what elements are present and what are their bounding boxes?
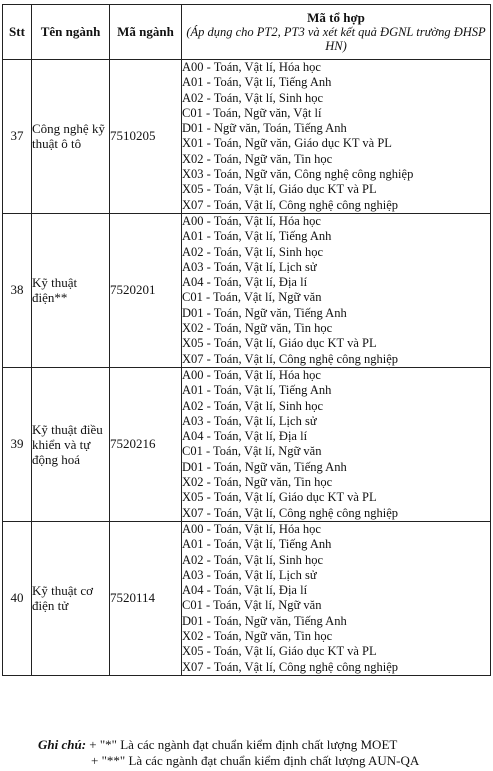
combination-item: X02 - Toán, Ngữ văn, Tin học — [182, 475, 333, 490]
combination-item: X03 - Toán, Ngữ văn, Công nghệ công nghiệp — [182, 167, 414, 182]
table-body — [3, 60, 491, 676]
row-major-code: 7520201 — [110, 213, 182, 367]
header-major-name: Tên ngành — [32, 5, 110, 60]
combination-item: X07 - Toán, Vật lí, Công nghệ công nghiệp — [182, 351, 398, 366]
table-row — [3, 60, 491, 214]
combination-item: A00 - Toán, Vật lí, Hóa học — [182, 521, 321, 536]
combination-item: A02 - Toán, Vật lí, Sinh học — [182, 90, 324, 105]
note-line-1 — [38, 737, 397, 753]
table-row — [3, 367, 491, 521]
combination-item: D01 - Toán, Ngữ văn, Tiếng Anh — [182, 613, 347, 628]
row-combination-list — [182, 521, 491, 675]
combination-item: D01 - Toán, Ngữ văn, Tiếng Anh — [182, 305, 347, 320]
combination-item: X05 - Toán, Vật lí, Giáo dục KT và PL — [182, 644, 377, 659]
table-header-row — [3, 5, 491, 60]
combination-item: A01 - Toán, Vật lí, Tiếng Anh — [182, 383, 332, 398]
table-row — [3, 521, 491, 675]
combination-item: A00 - Toán, Vật lí, Hóa học — [182, 60, 321, 74]
combination-item: A04 - Toán, Vật lí, Địa lí — [182, 275, 308, 290]
combination-item: A04 - Toán, Vật lí, Địa lí — [182, 429, 308, 444]
combination-item: D01 - Toán, Ngữ văn, Tiếng Anh — [182, 459, 347, 474]
combination-item: C01 - Toán, Vật lí, Ngữ văn — [182, 290, 322, 305]
row-major-name: Kỹ thuật điện** — [32, 213, 110, 367]
row-stt: 39 — [3, 367, 32, 521]
combination-item: X07 - Toán, Vật lí, Công nghệ công nghiệp — [182, 659, 398, 674]
combination-item: C01 - Toán, Vật lí, Ngữ văn — [182, 598, 322, 613]
combination-item: A03 - Toán, Vật lí, Lịch sử — [182, 259, 317, 274]
combination-item: D01 - Ngữ văn, Toán, Tiếng Anh — [182, 121, 347, 136]
combination-item: A02 - Toán, Vật lí, Sinh học — [182, 552, 324, 567]
combination-item: X02 - Toán, Ngữ văn, Tin học — [182, 321, 333, 336]
row-combination-list — [182, 367, 491, 521]
row-major-code: 7520114 — [110, 521, 182, 675]
admission-combination-table — [2, 4, 491, 676]
combination-item: X02 - Toán, Ngữ văn, Tin học — [182, 628, 333, 643]
combination-item: C01 - Toán, Ngữ văn, Vật lí — [182, 105, 322, 120]
row-major-name: Kỹ thuật cơ điện tử — [32, 521, 110, 675]
row-combination-list — [182, 60, 491, 214]
note-aunqa-text: + "**" Là các ngành đạt chuẩn kiểm định chất lượng AUN-QA — [91, 753, 420, 768]
row-major-name: Công nghệ kỹ thuật ô tô — [32, 60, 110, 214]
header-stt: Stt — [3, 5, 32, 60]
combination-item: A01 - Toán, Vật lí, Tiếng Anh — [182, 229, 332, 244]
combination-item: X05 - Toán, Vật lí, Giáo dục KT và PL — [182, 336, 377, 351]
row-major-name: Kỹ thuật điều khiển và tự động hoá — [32, 367, 110, 521]
combination-item: A01 - Toán, Vật lí, Tiếng Anh — [182, 537, 332, 552]
combination-item: X07 - Toán, Vật lí, Công nghệ công nghiệp — [182, 505, 398, 520]
combination-item: A00 - Toán, Vật lí, Hóa học — [182, 213, 321, 228]
combination-item: X05 - Toán, Vật lí, Giáo dục KT và PL — [182, 182, 377, 197]
combination-item: X01 - Toán, Ngữ văn, Giáo dục KT và PL — [182, 136, 392, 151]
row-stt: 38 — [3, 213, 32, 367]
note-line-2 — [91, 753, 419, 769]
combination-item: C01 - Toán, Vật lí, Ngữ văn — [182, 444, 322, 459]
header-combination-title: Mã tổ hợp — [307, 10, 365, 25]
combination-item: A02 - Toán, Vật lí, Sinh học — [182, 244, 324, 259]
combination-item: A03 - Toán, Vật lí, Lịch sử — [182, 413, 317, 428]
note-label: Ghi chú: — [38, 737, 87, 752]
row-stt: 40 — [3, 521, 32, 675]
combination-item: A02 - Toán, Vật lí, Sinh học — [182, 398, 324, 413]
combination-item: A01 - Toán, Vật lí, Tiếng Anh — [182, 75, 332, 90]
combination-item: A04 - Toán, Vật lí, Địa lí — [182, 583, 308, 598]
note-moet-text: + "*" Là các ngành đạt chuẩn kiểm định chất lượng MOET — [89, 737, 398, 752]
combination-item: A03 - Toán, Vật lí, Lịch sử — [182, 567, 317, 582]
row-combination-list — [182, 213, 491, 367]
row-major-code: 7520216 — [110, 367, 182, 521]
table-row — [3, 213, 491, 367]
header-combination — [182, 5, 491, 60]
combination-item: A00 - Toán, Vật lí, Hóa học — [182, 367, 321, 382]
row-major-code: 7510205 — [110, 60, 182, 214]
row-stt: 37 — [3, 60, 32, 214]
combination-item: X02 - Toán, Ngữ văn, Tin học — [182, 151, 333, 166]
combination-item: X07 - Toán, Vật lí, Công nghệ công nghiệp — [182, 197, 398, 212]
combination-item: X05 - Toán, Vật lí, Giáo dục KT và PL — [182, 490, 377, 505]
header-combination-subtitle: (Áp dụng cho PT2, PT3 và xét kết quả ĐGNL trường ĐHSP HN) — [186, 25, 486, 53]
header-major-code: Mã ngành — [110, 5, 182, 60]
